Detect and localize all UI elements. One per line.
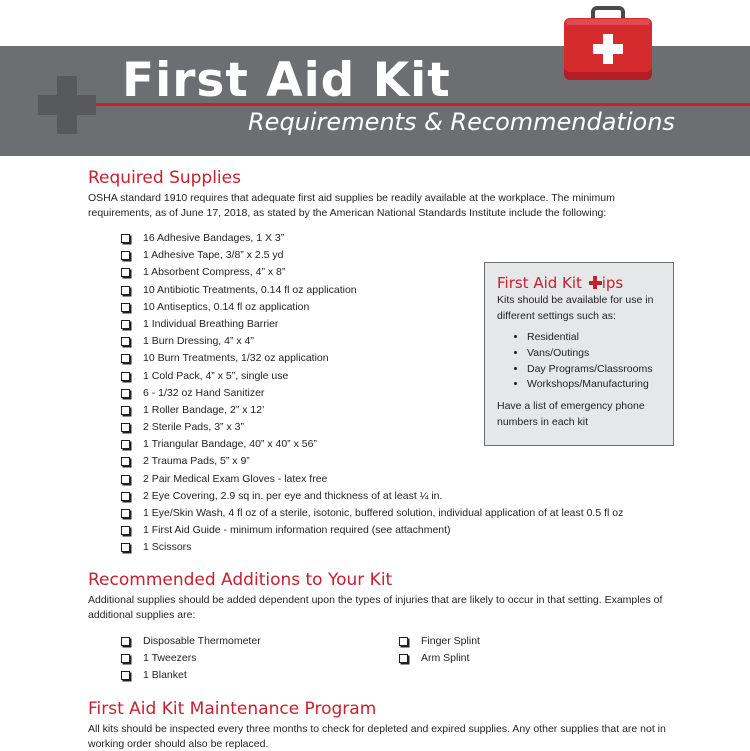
checkbox-icon [121, 637, 130, 646]
recommended-list-col2 [399, 633, 480, 667]
checklist-item [121, 453, 623, 470]
checkbox-icon [121, 372, 130, 381]
checklist-item [121, 539, 623, 556]
maintenance-heading: First Aid Kit Maintenance Program [88, 699, 377, 719]
checklist-item-label: 10 Antibiotic Treatments, 0.14 fl oz application [143, 283, 357, 296]
checklist-item-label: 1 Absorbent Compress, 4” x 8” [143, 266, 286, 279]
maintenance-text: All kits should be inspected every three months to check for depleted and expired supplies. Any other supplies that are not in working order should also be replaced. [88, 723, 666, 750]
checklist-item [121, 488, 623, 505]
checklist-item-label: 1 Eye/Skin Wash, 4 fl oz of a sterile, isotonic, buffered solution, individual application of at least 0.5 fl oz [143, 507, 624, 519]
tips-title: First Aid Kit ips [497, 274, 624, 292]
checkbox-icon [121, 475, 130, 484]
first-aid-kit-icon [560, 6, 655, 81]
checkbox-icon [399, 654, 408, 663]
recommended-heading: Recommended Additions to Your Kit [88, 570, 393, 590]
checklist-item-label: 2 Trauma Pads, 5” x 9” [143, 455, 250, 468]
checklist-item [121, 230, 623, 247]
checklist-item-label: 2 Eye Covering, 2.9 sq in. per eye and thickness of at least ¼ in. [143, 489, 443, 502]
checklist-item [121, 471, 623, 488]
plus-icon [589, 276, 602, 289]
checkbox-icon [121, 286, 130, 295]
checklist-item-label: 2 Pair Medical Exam Gloves - latex free [143, 472, 328, 485]
checklist-item [399, 633, 480, 650]
checklist-item-label: 1 First Aid Guide - minimum information required (see attachment) [143, 524, 451, 537]
checkbox-icon [121, 671, 130, 680]
checklist-item-label: 1 Cold Pack, 4” x 5”, single use [143, 369, 289, 382]
checklist-item-label: 1 Triangular Bandage, 40” x 40” x 56” [143, 438, 317, 451]
required-supplies-heading: Required Supplies [88, 168, 241, 188]
checkbox-icon [121, 406, 130, 415]
required-supplies-intro: OSHA standard 1910 requires that adequate first aid supplies be readily available at the workplace. The minimum requirements, as of June 17, 2018, as stated by the American National Standards Institute include the following: [88, 192, 615, 219]
checklist-item-label: Finger Splint [421, 635, 480, 647]
checkbox-icon [121, 440, 130, 449]
checkbox-icon [121, 234, 130, 243]
checklist-item-label: 1 Scissors [143, 541, 192, 554]
checkbox-icon [121, 303, 130, 312]
checklist-item-label: 2 Sterile Pads, 3” x 3” [143, 421, 244, 434]
page-subtitle: Requirements & Recommendations [248, 108, 675, 136]
checkbox-icon [121, 526, 130, 535]
checklist-item-label: 16 Adhesive Bandages, 1 X 3” [143, 232, 285, 244]
tips-setting-item: • Workshops/Manufacturing [527, 377, 661, 393]
checklist-item [399, 650, 480, 667]
tips-box [484, 262, 674, 446]
medical-cross-icon [38, 76, 96, 134]
recommended-list-col1 [121, 633, 261, 685]
tips-note: Have a list of emergency phone numbers in each kit [497, 400, 645, 428]
checkbox-icon [121, 320, 130, 329]
checklist-item-label: 1 Individual Breathing Barrier [143, 317, 279, 330]
checklist-item-label: 1 Tweezers [143, 652, 197, 665]
tips-setting-item: • Residential [527, 330, 661, 346]
checkbox-icon [121, 457, 130, 466]
checkbox-icon [121, 543, 130, 552]
checklist-item-label: 10 Burn Treatments, 1/32 oz application [143, 352, 329, 365]
checkbox-icon [121, 268, 130, 277]
checkbox-icon [121, 354, 130, 363]
checklist-item [121, 505, 623, 522]
checkbox-icon [121, 492, 130, 501]
checkbox-icon [121, 423, 130, 432]
tips-setting-item: • Day Programs/Classrooms [527, 362, 661, 378]
checkbox-icon [121, 509, 130, 518]
checklist-item-label: 1 Blanket [143, 669, 187, 682]
recommended-intro: Additional supplies should be added dependent upon the types of injuries that are likely to occur in that setting. Examples of additional supplies are: [88, 594, 663, 621]
checkbox-icon [121, 251, 130, 260]
tips-intro: Kits should be available for use in different settings such as: [497, 294, 654, 322]
checklist-item-label: 1 Adhesive Tape, 3/8” x 2.5 yd [143, 249, 284, 262]
checklist-item-label: 1 Burn Dressing, 4” x 4” [143, 335, 254, 348]
checklist-item [121, 522, 623, 539]
tips-setting-item: • Vans/Outings [527, 346, 661, 362]
checklist-item-label: Disposable Thermometer [143, 635, 261, 647]
checklist-item-label: Arm Splint [421, 652, 470, 665]
checklist-item-label: 10 Antiseptics, 0.14 fl oz application [143, 300, 310, 313]
checklist-item-label: 6 - 1/32 oz Hand Sanitizer [143, 386, 265, 399]
checklist-item [121, 667, 261, 684]
checkbox-icon [399, 637, 408, 646]
checklist-item-label: 1 Roller Bandage, 2” x 12’ [143, 403, 265, 416]
checklist-item [121, 650, 261, 667]
checkbox-icon [121, 337, 130, 346]
tips-settings-list [497, 330, 661, 393]
checkbox-icon [121, 389, 130, 398]
page-title: First Aid Kit [122, 53, 451, 108]
checkbox-icon [121, 654, 130, 663]
checklist-item [121, 633, 261, 650]
